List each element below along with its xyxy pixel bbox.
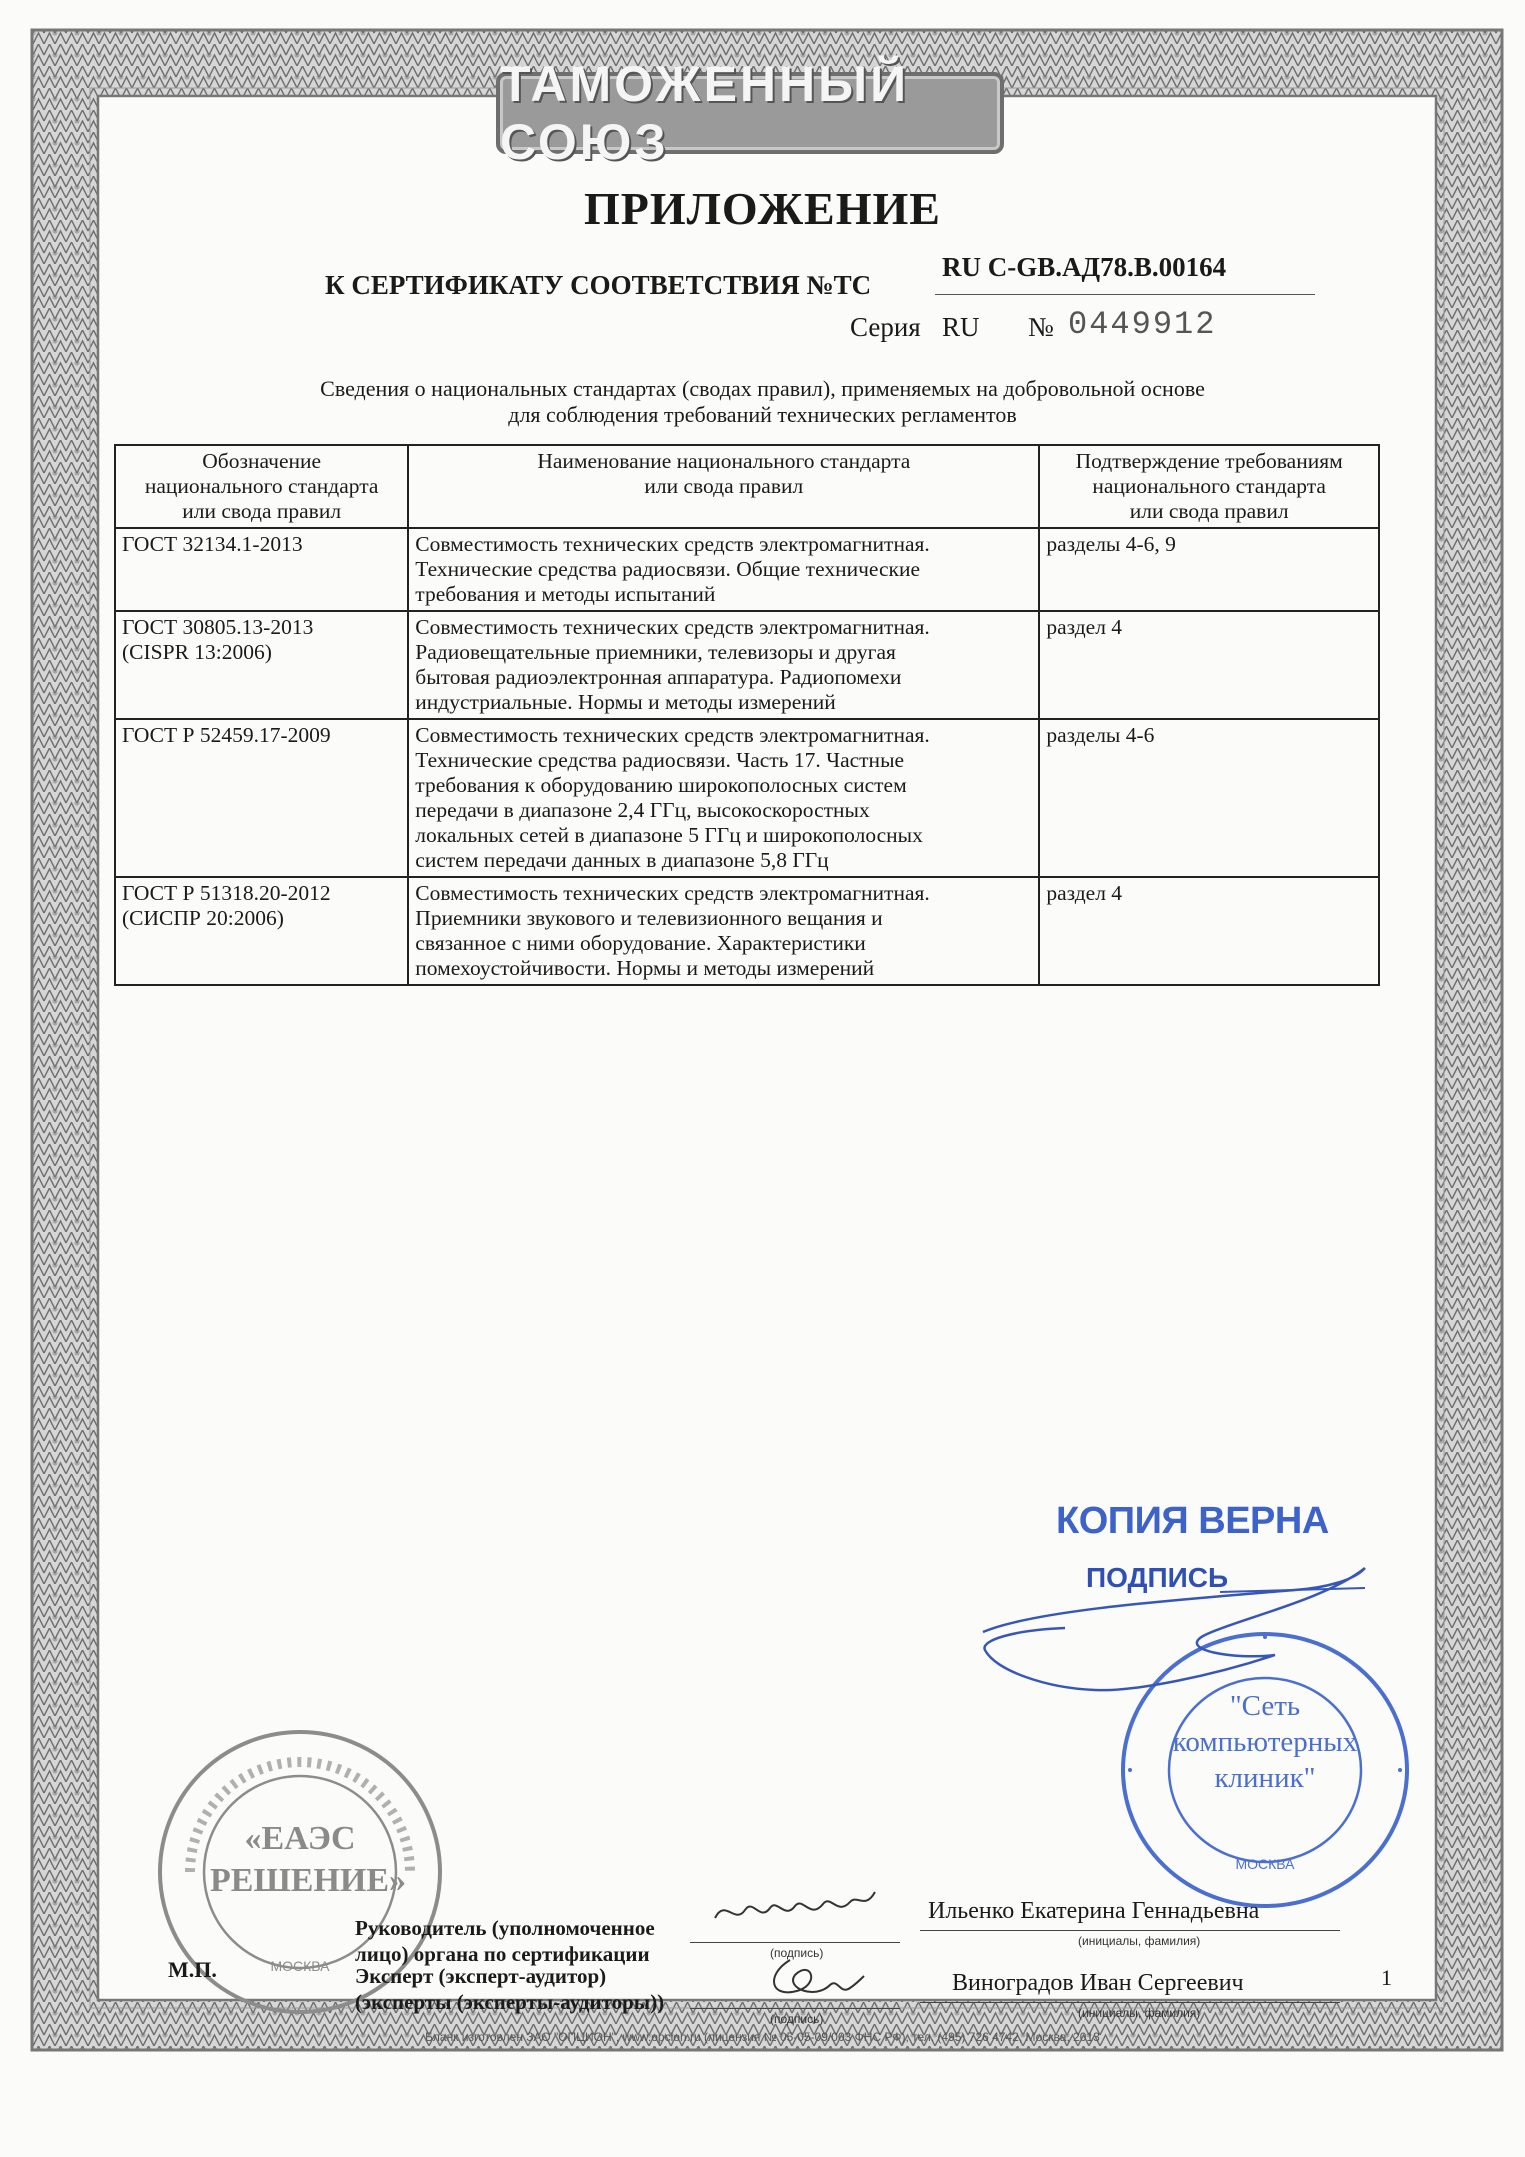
expert-name: Виноградов Иван Сергеевич bbox=[952, 1970, 1244, 1996]
copy-signature-icon bbox=[975, 1560, 1375, 1710]
head-sign-caption: (подпись) bbox=[770, 1946, 824, 1960]
certificate-number-underline bbox=[935, 294, 1315, 295]
row-confirmation: разделы 4-6, 9 bbox=[1039, 528, 1379, 611]
form-number: 0449912 bbox=[1068, 306, 1217, 343]
banner-text: ТАМОЖЕННЫЙ СОЮЗ bbox=[500, 56, 910, 170]
head-name-line bbox=[920, 1930, 1340, 1931]
intro-line-2: для соблюдения требований технических регламентов bbox=[508, 402, 1017, 427]
row-name: Совместимость технических средств электромагнитная. Технические средства радиосвязи. Часть 17. Частные требования к оборудованию широкополосных систем передачи в диапазоне 2,4 ГГц, высокоскоростных локальных сетей в диапазоне 5 ГГц и широкополосных систем передачи данных в диапазоне 5,8 ГГц bbox=[408, 719, 1039, 877]
form-footer: Бланк изготовлен ЗАО "ОПЦИОН", www.opcion.ru (лицензия № 05-05-09/003 ФНС РФ), тел. (495) 726 4742, Москва, 2013 bbox=[425, 2030, 1100, 2044]
series-value: RU bbox=[942, 312, 980, 342]
header-name: Наименование национального стандарта или свода правил bbox=[408, 445, 1039, 528]
row-designation: ГОСТ Р 52459.17-2009 bbox=[115, 719, 408, 877]
copy-certified-stamp: КОПИЯ ВЕРНА bbox=[1056, 1500, 1329, 1542]
head-signature-icon bbox=[705, 1880, 885, 1940]
table-row bbox=[115, 877, 1379, 985]
head-name: Ильенко Екатерина Геннадьевна bbox=[928, 1898, 1260, 1924]
expert-signature-line bbox=[690, 2008, 900, 2009]
row-designation: ГОСТ Р 51318.20-2012 (СИСПР 20:2006) bbox=[115, 877, 408, 985]
table-row bbox=[115, 719, 1379, 877]
copy-signature-label: ПОДПИСЬ bbox=[1086, 1562, 1229, 1593]
blue-stamp-text: "Сеть компьютерных клиник" bbox=[1172, 1690, 1358, 1794]
head-signature-line bbox=[690, 1942, 900, 1943]
series-label: Серия bbox=[850, 312, 921, 342]
expert-label: Эксперт (эксперт-аудитор) (эксперты (эксперты-аудиторы)) bbox=[355, 1964, 665, 2014]
expert-sign-caption: (подпись) bbox=[770, 2012, 824, 2026]
header-confirmation: Подтверждение требованиям национального стандарта или свода правил bbox=[1039, 445, 1379, 528]
grey-stamp-text: «ЕАЭС РЕШЕНИЕ» bbox=[210, 1820, 407, 1899]
expert-name-line bbox=[920, 2002, 1340, 2003]
blue-stamp-city: МОСКВА bbox=[1235, 1856, 1295, 1872]
intro-text bbox=[180, 376, 1345, 428]
row-name: Совместимость технических средств электромагнитная. Радиовещательные приемники, телевизоры и другая бытовая радиоэлектронная аппаратура. Радиопомехи индустриальные. Нормы и методы измерений bbox=[408, 611, 1039, 719]
customs-union-banner bbox=[496, 56, 1004, 170]
table-row bbox=[115, 528, 1379, 611]
row-designation: ГОСТ 32134.1-2013 bbox=[115, 528, 408, 611]
seal-place-label: М.П. bbox=[168, 1957, 217, 1982]
head-label: Руководитель (уполномоченное лицо) органа по сертификации bbox=[355, 1916, 655, 1966]
row-confirmation: раздел 4 bbox=[1039, 611, 1379, 719]
number-sign: № bbox=[1028, 312, 1054, 342]
row-name: Совместимость технических средств электромагнитная. Приемники звукового и телевизионного вещания и связанное с ними оборудование. Характеристики помехоустойчивости. Нормы и методы измерений bbox=[408, 877, 1039, 985]
table-header-row bbox=[115, 445, 1379, 528]
row-confirmation: раздел 4 bbox=[1039, 877, 1379, 985]
table-row bbox=[115, 611, 1379, 719]
grey-stamp-city: МОСКВА bbox=[270, 1958, 330, 1974]
expert-signature-icon bbox=[760, 1950, 870, 2010]
expert-name-caption: (инициалы, фамилия) bbox=[1078, 2006, 1201, 2020]
page-number: 1 bbox=[1381, 1965, 1392, 1990]
certificate-number: RU C-GB.АД78.В.00164 bbox=[942, 252, 1227, 282]
head-name-caption: (инициалы, фамилия) bbox=[1078, 1934, 1201, 1948]
header-designation: Обозначение национального стандарта или свода правил bbox=[115, 445, 408, 528]
row-confirmation: разделы 4-6 bbox=[1039, 719, 1379, 877]
intro-line-1: Сведения о национальных стандартах (сводах правил), применяемых на добровольной основе bbox=[320, 376, 1205, 401]
row-name: Совместимость технических средств электромагнитная. Технические средства радиосвязи. Общие технические требования и методы испытаний bbox=[408, 528, 1039, 611]
standards-table bbox=[114, 444, 1380, 986]
page-title: ПРИЛОЖЕНИЕ bbox=[584, 183, 941, 234]
certificate-label: К СЕРТИФИКАТУ СООТВЕТСТВИЯ №ТС bbox=[325, 270, 872, 300]
row-designation: ГОСТ 30805.13-2013 (CISPR 13:2006) bbox=[115, 611, 408, 719]
